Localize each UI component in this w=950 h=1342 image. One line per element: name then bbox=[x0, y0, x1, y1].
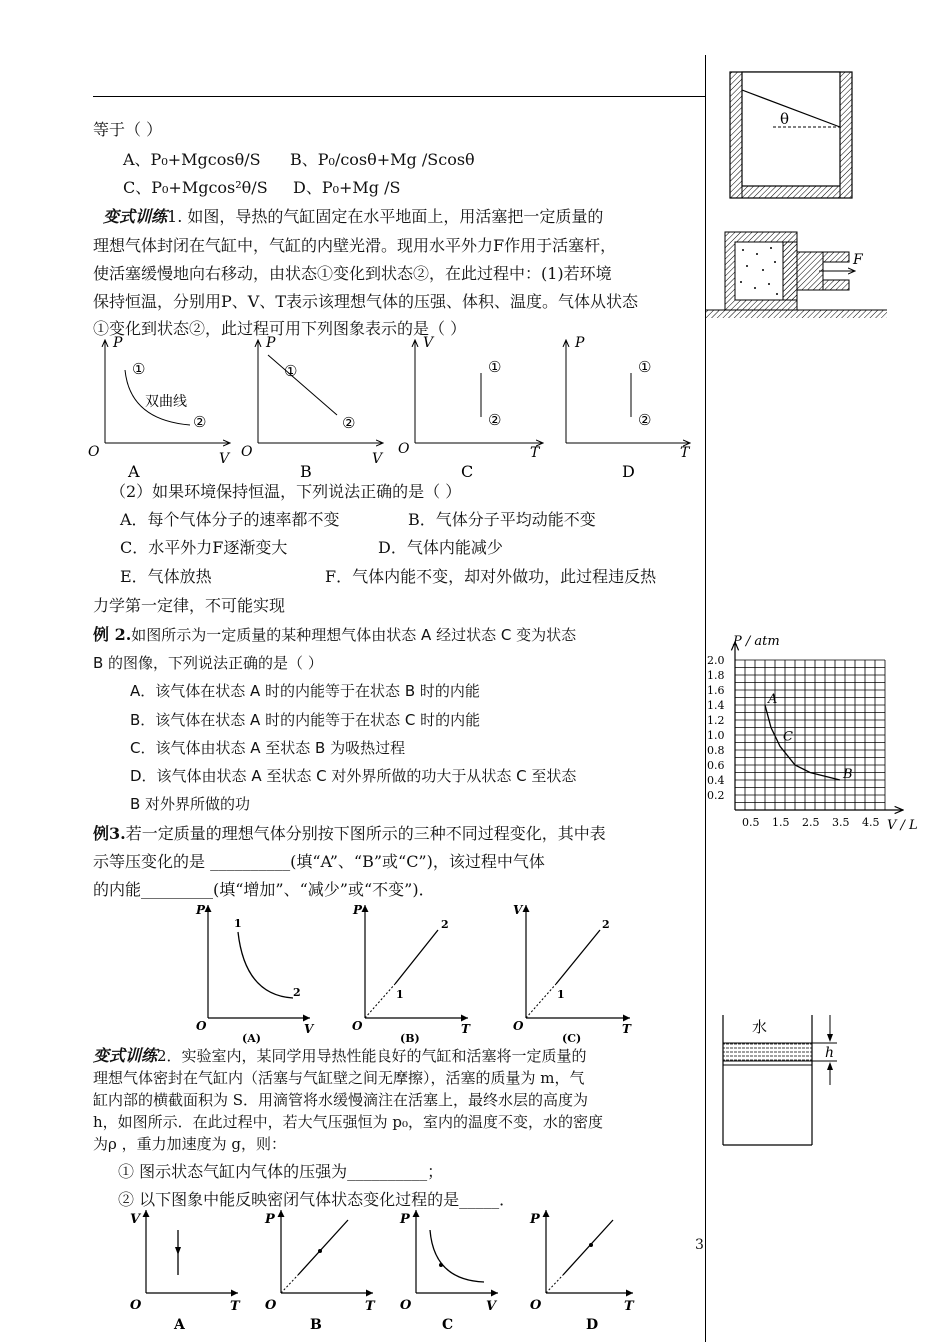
pv-ytick-label: 0.2 bbox=[707, 789, 725, 802]
exercise1-option-e: E．气体放热 bbox=[120, 567, 212, 586]
exercise1-line3: 使活塞缓慢地向右移动，由状态①变化到状态②，在此过程中：(1)若环境 bbox=[93, 264, 612, 283]
pv-ytick-label: 1.8 bbox=[707, 669, 725, 682]
exercise1-option-b: B．气体分子平均动能不变 bbox=[408, 510, 596, 529]
pv-xtick-label: 2.5 bbox=[802, 816, 820, 829]
ex3-graph-b bbox=[352, 903, 471, 1045]
ex3-b-ylabel: P bbox=[353, 903, 363, 917]
exercise1-option-f: F．气体内能不变，却对外做功，此过程违反热 bbox=[325, 567, 657, 586]
ex3-a-xlabel: V bbox=[304, 1022, 314, 1036]
ex4-graph-d bbox=[529, 1210, 635, 1333]
graph-d-state1: ① bbox=[638, 358, 652, 376]
ex3-c-origin: O bbox=[513, 1019, 524, 1033]
header-rule bbox=[93, 96, 705, 97]
graph-b-ylabel: P bbox=[266, 335, 276, 351]
graph-d-xlabel: T bbox=[680, 445, 690, 461]
ex3-b-caption: (B) bbox=[400, 1032, 420, 1045]
example2-option-c: C．该气体由状态 A 至状态 B 为吸热过程 bbox=[130, 739, 406, 757]
pv-ytick-label: 0.8 bbox=[707, 744, 725, 757]
pv-ytick-label: 1.0 bbox=[707, 729, 725, 742]
graph-c-ylabel: V bbox=[423, 335, 434, 351]
ex3-a-caption: (A) bbox=[242, 1032, 261, 1045]
ex4-d-xlabel: T bbox=[624, 1299, 634, 1314]
ex3-c-caption: (C) bbox=[562, 1032, 582, 1045]
graph-d-caption: D bbox=[622, 462, 635, 481]
ex4-c-caption: C bbox=[442, 1317, 454, 1333]
graph-a-state2: ② bbox=[193, 413, 207, 431]
graph-c-caption: C bbox=[461, 462, 474, 481]
pv-ytick-label: 1.6 bbox=[707, 684, 725, 697]
pv-ytick-label: 1.4 bbox=[707, 699, 725, 712]
graph-a-caption: A bbox=[128, 462, 140, 481]
q1-option-b: B、P₀/cosθ+Mg /Scosθ bbox=[290, 150, 475, 169]
exercise1-option-f-cont: 力学第一定律，不可能实现 bbox=[93, 596, 286, 615]
graph-c-state1: ① bbox=[488, 358, 502, 376]
pv-point-label: C bbox=[783, 729, 793, 745]
ex4-a-ylabel: V bbox=[130, 1212, 141, 1227]
example2-option-d: D．该气体由状态 A 至状态 C 对外界所做的功大于从状态 C 至状态 bbox=[130, 767, 577, 785]
pv-chart-xlabel: V / L bbox=[887, 818, 918, 833]
exercise1-option-a: A．每个气体分子的速率都不变 bbox=[120, 510, 340, 529]
graph-b-state2: ② bbox=[342, 414, 356, 432]
exercise2-line4: h，如图所示．在此过程中，若大气压强恒为 p₀，室内的温度不变，水的密度 bbox=[93, 1113, 604, 1131]
example2-line2: B 的图像，下列说法正确的是（ ） bbox=[93, 654, 323, 672]
example3-tag: 例3. bbox=[93, 824, 126, 843]
ex3-c-point2: 2 bbox=[602, 918, 610, 931]
example2-option-d-cont: B 对外界所做的功 bbox=[130, 795, 251, 813]
inclined-piston-figure bbox=[728, 70, 856, 202]
example2-text1: 如图所示为一定质量的某种理想气体由状态 A 经过状态 C 变为状态 bbox=[131, 626, 577, 644]
q1-stem: 等于（ ） bbox=[93, 120, 163, 139]
exercise1-line4: 保持恒温，分别用P、V、T表示该理想气体的压强、体积、温度。气体从状态 bbox=[93, 292, 638, 311]
ex4-d-origin: O bbox=[530, 1298, 542, 1313]
ex4-c-origin: O bbox=[400, 1298, 412, 1313]
pv-chart-grid bbox=[735, 660, 885, 810]
exercise2-text1: 2．实验室内，某同学用导热性能良好的气缸和活塞将一定质量的 bbox=[157, 1047, 587, 1065]
graph-a bbox=[88, 335, 231, 481]
pv-chart-point-labels bbox=[767, 692, 853, 782]
q1-option-c: C、P₀+Mgcos²θ/S bbox=[123, 178, 268, 197]
graph-d-ylabel: P bbox=[575, 335, 585, 351]
graph-b-state1: ① bbox=[284, 362, 298, 380]
graph-c-state2: ② bbox=[488, 411, 502, 429]
exercise1-text1: 1. 如图，导热的气缸固定在水平地面上，用活塞把一定质量的 bbox=[167, 207, 604, 226]
ex4-b-xlabel: T bbox=[365, 1299, 375, 1314]
pv-xtick-label: 1.5 bbox=[772, 816, 790, 829]
graph-b-origin: O bbox=[241, 444, 253, 460]
graph-a-ylabel: P bbox=[113, 335, 123, 351]
exercise1-graphs bbox=[85, 335, 705, 485]
example2-line1 bbox=[93, 625, 576, 645]
exercise2-line3: 缸内部的横截面积为 S．用滴管将水缓慢滴注在活塞上，最终水层的高度为 bbox=[93, 1091, 589, 1109]
pv-ytick-label: 0.6 bbox=[707, 759, 725, 772]
ex3-b-xlabel: T bbox=[461, 1022, 470, 1036]
example3-text1: 若一定质量的理想气体分别按下图所示的三种不同过程变化，其中表 bbox=[125, 824, 606, 843]
ex4-b-ylabel: P bbox=[265, 1212, 275, 1227]
exercise1-option-c: C．水平外力F逐渐变大 bbox=[120, 538, 288, 557]
graph-d bbox=[566, 335, 691, 481]
example3-graphs bbox=[190, 900, 640, 1045]
exercise2-tag: 变式训练 bbox=[93, 1046, 158, 1065]
exercise2-graphs bbox=[118, 1205, 648, 1335]
ex3-b-point2: 2 bbox=[441, 918, 449, 931]
force-label: F bbox=[853, 252, 863, 268]
ex4-graph-b bbox=[264, 1210, 376, 1333]
exercise2-line5: 为ρ ，重力加速度为 g，则： bbox=[93, 1135, 286, 1153]
ex4-a-caption: A bbox=[174, 1317, 185, 1333]
pv-chart-ylabel: P / atm bbox=[733, 634, 780, 649]
graph-c-origin: O bbox=[398, 441, 410, 457]
example3-line2: 示等压变化的是 __________(填“A”、“B”或“C”)，该过程中气体 bbox=[93, 852, 545, 871]
ex4-graph-c bbox=[399, 1210, 498, 1333]
theta-label: θ bbox=[780, 110, 790, 128]
ex3-a-ylabel: P bbox=[196, 903, 206, 917]
ex4-a-origin: O bbox=[130, 1298, 142, 1313]
example2-option-b: B．该气体在状态 A 时的内能等于在状态 C 时的内能 bbox=[130, 711, 481, 729]
page-number: 3 bbox=[695, 1237, 704, 1253]
graph-b bbox=[241, 335, 384, 481]
ex4-d-caption: D bbox=[586, 1317, 599, 1333]
graph-b-xlabel: V bbox=[372, 451, 383, 467]
horizontal-cylinder-figure bbox=[705, 228, 887, 324]
graph-d-state2: ② bbox=[638, 411, 652, 429]
ex4-b-caption: B bbox=[310, 1317, 322, 1333]
example2-option-a: A．该气体在状态 A 时的内能等于在状态 B 时的内能 bbox=[130, 682, 480, 700]
graph-c-xlabel: T bbox=[530, 445, 540, 461]
exercise1-part2: （2）如果环境保持恒温，下列说法正确的是（ ） bbox=[110, 482, 462, 501]
exercise2-question1: ① 图示状态气缸内气体的压强为__________； bbox=[118, 1162, 444, 1181]
ex3-b-origin: O bbox=[352, 1019, 363, 1033]
pv-point-label: B bbox=[843, 767, 853, 782]
graph-b-caption: B bbox=[300, 462, 312, 481]
ex4-c-xlabel: V bbox=[486, 1299, 497, 1314]
graph-a-origin: O bbox=[88, 444, 100, 460]
exercise2-question2: ② 以下图象中能反映密闭气体状态变化过程的是_____． bbox=[118, 1190, 516, 1209]
ex3-a-point2: 2 bbox=[293, 986, 301, 999]
ex3-b-point1: 1 bbox=[396, 988, 404, 1001]
exercise1-tag: 变式训练 bbox=[103, 207, 168, 226]
q1-option-d: D、P₀+Mg /S bbox=[293, 178, 401, 197]
q1-option-a: A、P₀+Mgcosθ/S bbox=[123, 150, 261, 169]
ex4-d-ylabel: P bbox=[530, 1212, 540, 1227]
pv-ytick-label: 1.2 bbox=[707, 714, 725, 727]
ex4-graph-a bbox=[130, 1210, 241, 1333]
graph-c bbox=[398, 335, 543, 481]
ex3-graph-a bbox=[195, 903, 315, 1045]
water-cylinder-figure bbox=[715, 1010, 845, 1150]
graph-a-xlabel: V bbox=[219, 451, 230, 467]
ex4-c-ylabel: P bbox=[400, 1212, 410, 1227]
water-label: 水 bbox=[752, 1018, 768, 1036]
ex3-c-ylabel: V bbox=[513, 903, 523, 917]
ex4-a-xlabel: T bbox=[230, 1299, 240, 1314]
exercise1-line2: 理想气体封闭在气缸中，气缸的内壁光滑。现用水平外力F作用于活塞杆， bbox=[93, 236, 617, 255]
exercise1-line5: ①变化到状态②，此过程可用下列图象表示的是（ ） bbox=[93, 319, 467, 338]
pv-xtick-label: 0.5 bbox=[742, 816, 760, 829]
graph-a-note: 双曲线 bbox=[145, 394, 187, 410]
exercise1-line1 bbox=[103, 207, 603, 227]
pv-xtick-label: 4.5 bbox=[862, 816, 880, 829]
pv-chart bbox=[705, 625, 930, 840]
pv-point-label: A bbox=[768, 692, 778, 707]
ex4-b-origin: O bbox=[265, 1298, 277, 1313]
ex3-c-point1: 1 bbox=[557, 988, 565, 1001]
example3-line3: 的内能_________(填“增加”、“减少”或“不变”)． bbox=[93, 880, 435, 899]
pv-xtick-label: 3.5 bbox=[832, 816, 850, 829]
example2-tag: 例 2. bbox=[93, 625, 132, 644]
exercise1-option-d: D．气体内能减少 bbox=[378, 538, 503, 557]
exercise2-line2: 理想气体密封在气缸内（活塞与气缸壁之间无摩擦），活塞的质量为 m，气 bbox=[93, 1069, 585, 1087]
pv-ytick-label: 2.0 bbox=[707, 654, 725, 667]
graph-a-state1: ① bbox=[132, 360, 146, 378]
ex3-a-point1: 1 bbox=[234, 917, 242, 930]
water-height-label: h bbox=[825, 1045, 835, 1061]
ex3-c-xlabel: T bbox=[622, 1022, 631, 1036]
ex3-graph-c bbox=[513, 903, 632, 1045]
exercise2-line1 bbox=[93, 1046, 587, 1066]
example3-line1 bbox=[93, 824, 606, 844]
pv-ytick-label: 0.4 bbox=[707, 774, 725, 787]
ex3-a-origin: O bbox=[196, 1019, 207, 1033]
